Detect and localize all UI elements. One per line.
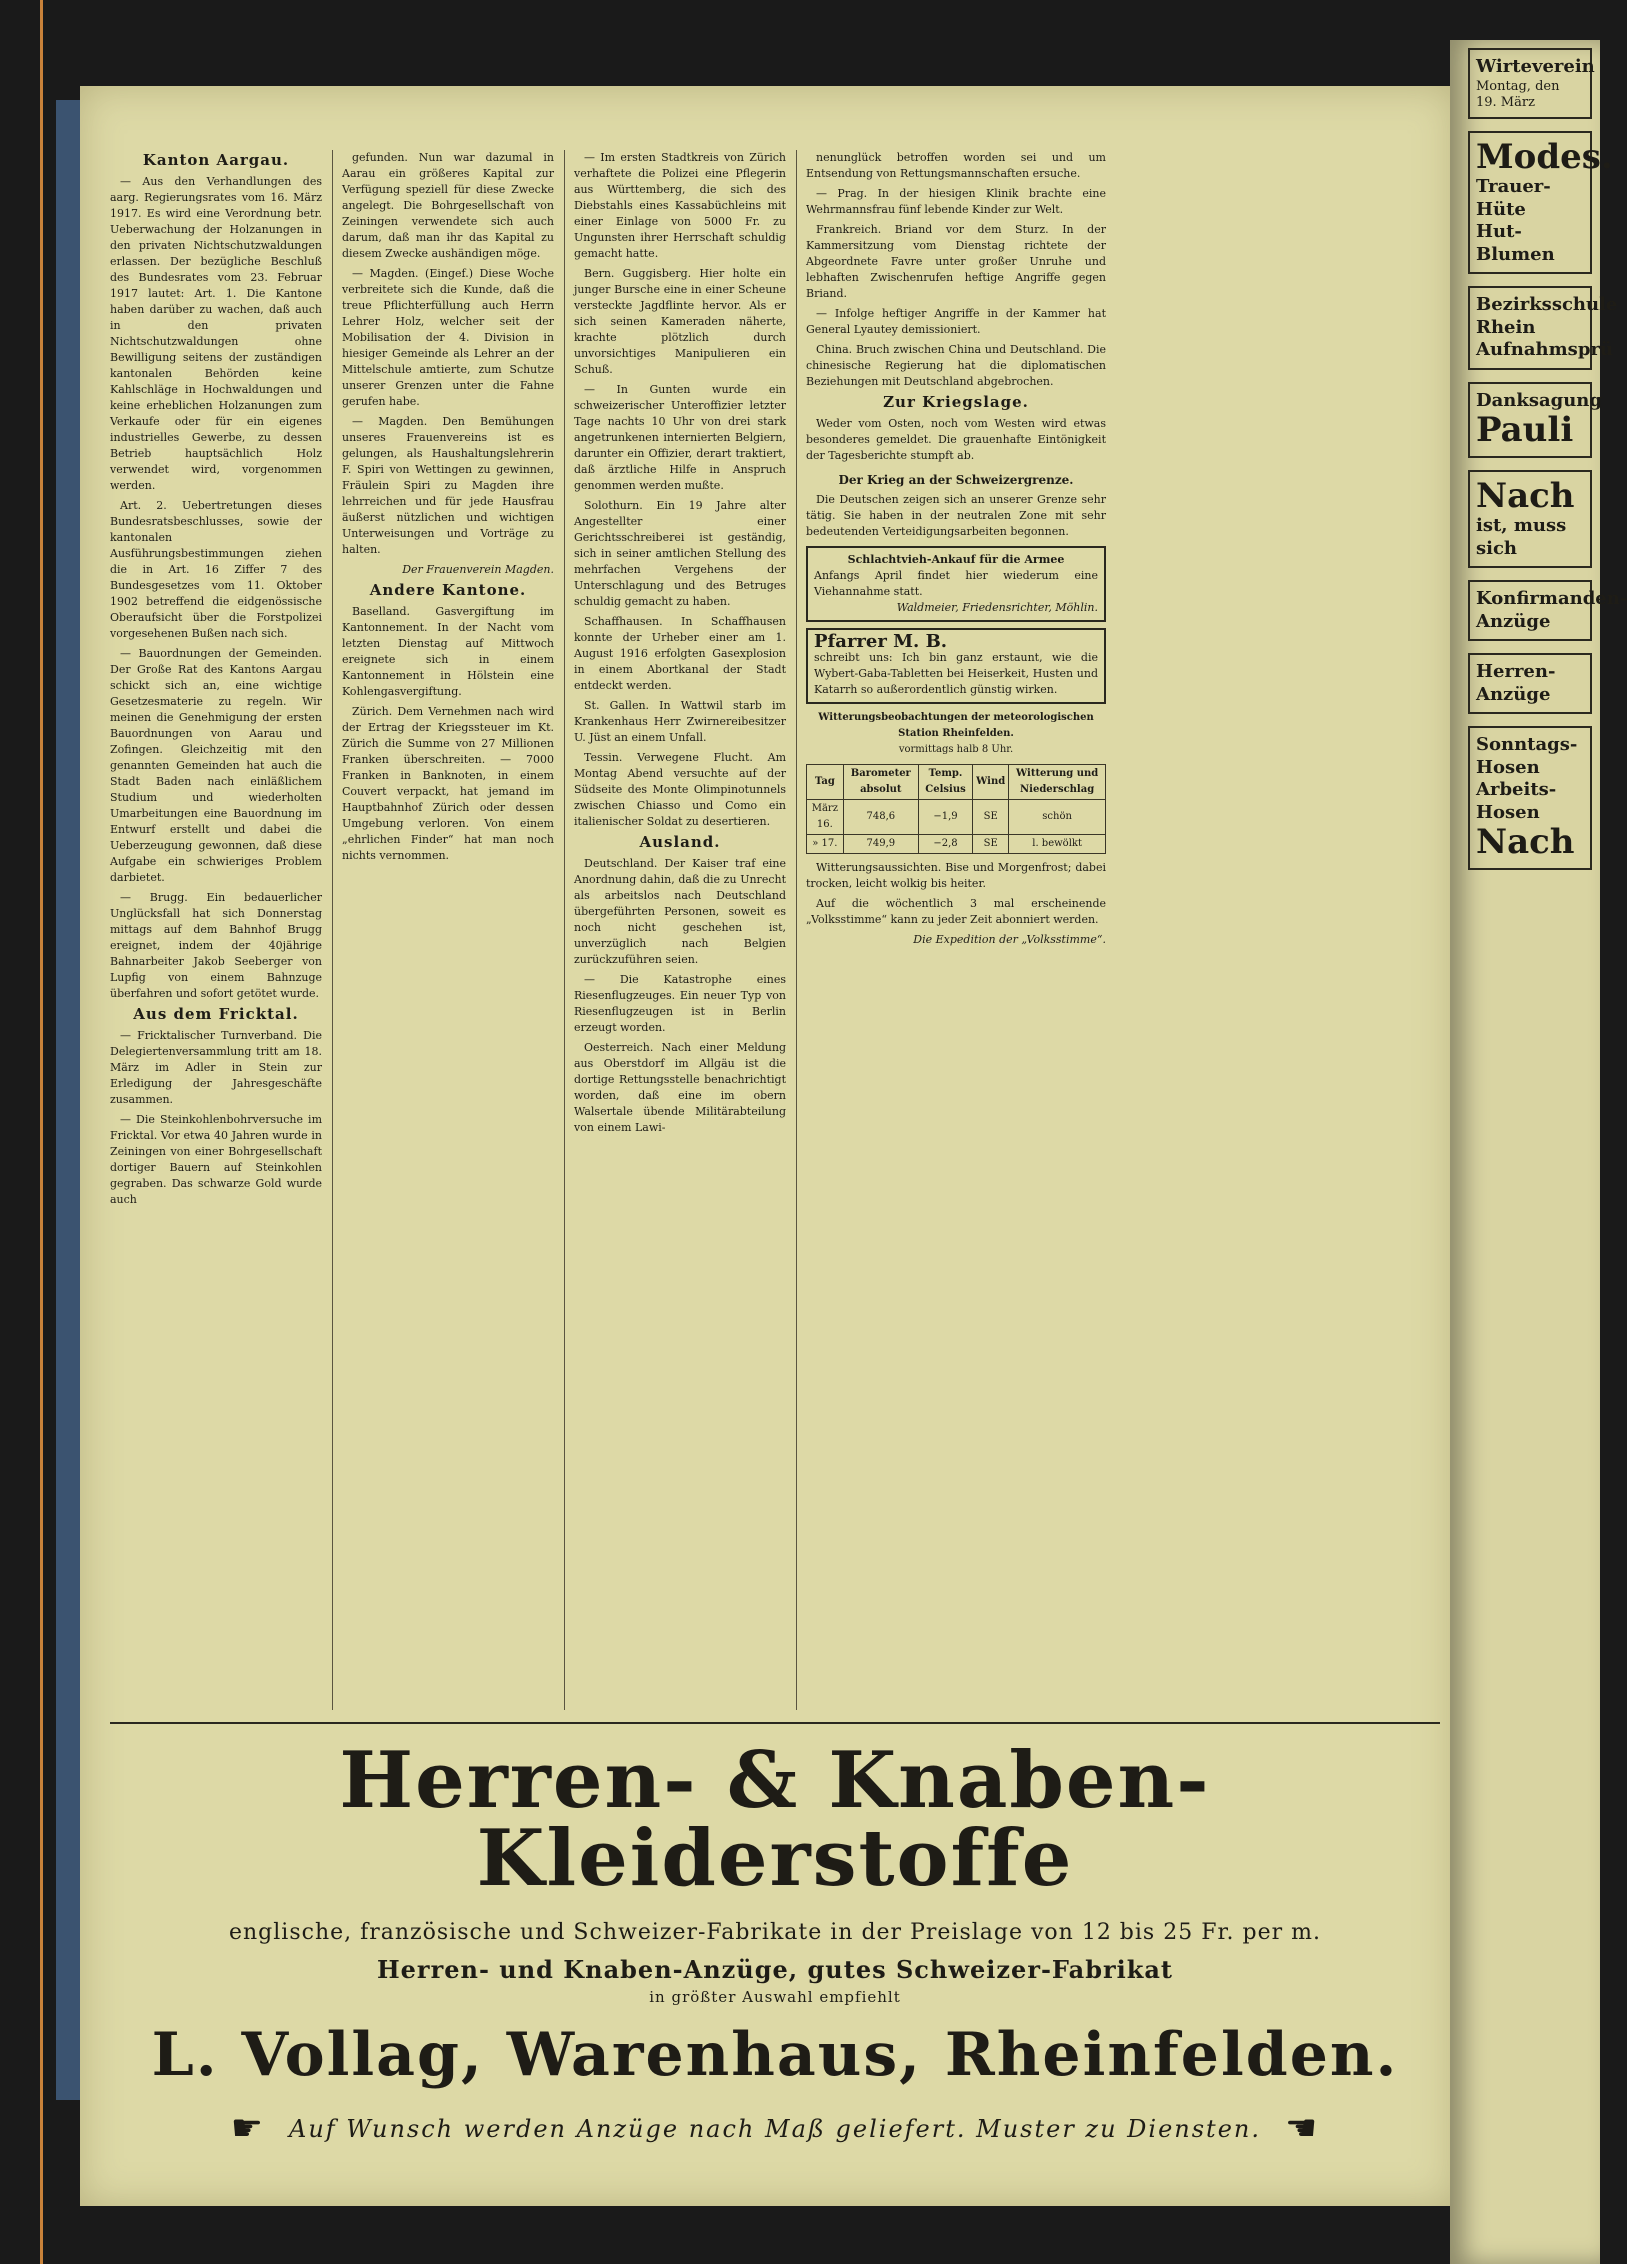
ad-konfirmanden xyxy=(1468,580,1627,641)
ad-footer xyxy=(110,2108,1440,2149)
heading-kanton-aargau: Kanton Aargau. xyxy=(142,151,290,169)
ad-bezirksschule xyxy=(1468,286,1618,370)
ad-text: Aufnahmsprü xyxy=(1476,339,1613,361)
article-text: — Aus den Verhandlungen des aarg. Regierungsrates vom 16. März 1917. Es wird eine Verordnung betr. Ueberwachung der Holzanungen in den privaten Nichtschutzwaldungen erlassen. Der bezügliche Beschluß des Bundesrates vom 23. Februar 1917 lautet: Art. 1. Die Kantone haben darüber zu wachen, daß auch in den privaten Nichtschutzwaldungen ohne Bewilligung seitens der zuständigen kantonalen Behörden keine Kahlschläge in Hochwaldungen und keine erheblichen Holzanungen zum Verkaufe oder für ein eigenes industrielles Gewerbe, zu dessen Betrieb hauptsächlich Holz verwendet wird, vorgenommen werden. xyxy=(110,175,322,492)
ad-danksagung xyxy=(1468,382,1602,458)
pointing-hand-left-icon: ☚ xyxy=(1284,2108,1320,2149)
table-header: Barometer absolut xyxy=(843,765,918,800)
article-text: — Die Steinkohlenbohrversuche im Fricktal. Vor etwa 40 Jahren wurde in Zeiningen von einer Bohrgesellschaft dortiger Bauern auf Steinkohlen gegraben. Das schwarze Gold wurde auch xyxy=(110,1113,322,1206)
table-cell: schön xyxy=(1009,800,1106,835)
ad-title: Konfirmanden-Anzüge xyxy=(1476,588,1627,632)
table-row xyxy=(807,835,1106,854)
article-text: — Die Katastrophe eines Riesenflugzeuges. Ein neuer Typ von Riesenflugzeugen ist in Berlin erzeugt worden. xyxy=(574,973,786,1034)
binding-thread xyxy=(40,0,43,2264)
article-text: Art. 2. Uebertretungen dieses Bundesratsbeschlusses, sowie der kantonalen Ausführungsbestimmungen ziehen die in Art. 16 Ziffer 7 des Bundesgesetzes vom 11. Oktober 1902 betreffend die eidgenössische Oberaufsicht über die Forstpolizei vorgesehenen Bußen nach sich. xyxy=(110,499,322,640)
ad-title: Nach xyxy=(1476,475,1575,516)
table-header: Temp. Celsius xyxy=(918,765,972,800)
ad-firm-name: L. Vollag, Warenhaus, Rheinfelden. xyxy=(151,2020,1399,2090)
weather-title: Witterungsbeobachtungen der meteorologischen Station Rheinfelden. xyxy=(818,712,1094,739)
ad-text: Nach xyxy=(1476,822,1575,863)
ad-text: Hut-Blumen xyxy=(1476,221,1555,265)
article-text: Bern. Guggisberg. Hier holte ein junger Bursche eine in einer Scheune versteckte Jagdflinte hervor. Als er sich seinen Kameraden näherte, krachte plötzlich durch unvorsichtiges Manipulieren ein Schuß. xyxy=(574,267,786,376)
article-text: China. Bruch zwischen China und Deutschland. Die chinesische Regierung hat die diplomatischen Beziehungen mit Deutschland abgebrochen. xyxy=(806,343,1106,388)
column-rule xyxy=(564,150,565,1710)
article-text: St. Gallen. In Wattwil starb im Krankenhaus Herr Zwirnereibesitzer U. Jüst an einem Unfall. xyxy=(574,699,786,744)
article-text: Weder vom Osten, noch vom Westen wird etwas besonderes gemeldet. Die grauenhafte Eintönigkeit der Tagesberichte stumpft ab. xyxy=(806,417,1106,462)
column-rule xyxy=(796,150,797,1710)
column-3 xyxy=(574,150,786,1710)
table-header: Tag xyxy=(807,765,844,800)
subscription-notice: Auf die wöchentlich 3 mal erscheinende „Volksstimme“ kann zu jeder Zeit abonniert werden. xyxy=(806,897,1106,926)
ad-hosen xyxy=(1468,726,1592,869)
article-text: — Magden. (Eingef.) Diese Woche verbreitete sich die Kunde, daß die treue Pflichterfüllung auch Herrn Lehrer Holz, welcher seit der Mobilisation der 4. Division in hiesiger Gemeinde als Lehrer an der Mittelschule amtierte, zum Schutze unserer Grenzen unter die Fahne gerufen habe. xyxy=(342,267,554,408)
advertisement-vollag xyxy=(110,1722,1440,2149)
article-text: Schaffhausen. In Schaffhausen konnte der Urheber einer am 1. August 1916 erfolgten Gasexplosion in einem Abortkanal der Stadt entdeckt werden. xyxy=(574,615,786,692)
ad-text: Trauer-Hüte xyxy=(1476,176,1551,220)
heading-kriegslage: Zur Kriegslage. xyxy=(883,393,1029,411)
weather-table xyxy=(806,764,1106,854)
heading-fricktal: Aus dem Fricktal. xyxy=(133,1005,299,1023)
table-cell: −2,8 xyxy=(918,835,972,854)
ad-footer-text: Auf Wunsch werden Anzüge nach Maß geliefert. Muster zu Diensten. xyxy=(289,2114,1261,2143)
weather-outlook: Witterungsaussichten. Bise und Morgenfrost; dabei trocken, leicht wolkig bis heiter. xyxy=(806,861,1106,890)
column-1 xyxy=(110,150,322,1710)
ad-modes xyxy=(1468,131,1613,274)
article-text: Solothurn. Ein 19 Jahre alter Angestellter einer Gerichtsschreiberei ist geständig, sich in seiner amtlichen Stellung des mehrfachen Vergehens der Unterschlagung und des Betruges schuldig gemacht zu haben. xyxy=(574,499,786,608)
column-rule xyxy=(332,150,333,1710)
table-cell: SE xyxy=(973,835,1009,854)
ad-text: Pauli xyxy=(1476,410,1574,451)
ad-title: Pfarrer M. B. xyxy=(814,631,948,652)
table-cell: l. bewölkt xyxy=(1009,835,1106,854)
ad-signature: Waldmeier, Friedensrichter, Möhlin. xyxy=(896,601,1098,614)
table-header: Witterung und Niederschlag xyxy=(1009,765,1106,800)
article-text: Frankreich. Briand vor dem Sturz. In der Kammersitzung vom Dienstag richtete der Abgeordnete Favre unter großer Unruhe und lebhaften Zwischenrufen heftige Angriffe gegen Briand. xyxy=(806,223,1106,300)
ad-title: Herren-Anzüge xyxy=(1476,661,1556,705)
ad-text: Sonntags-Hosen xyxy=(1476,734,1578,778)
article-text: — Bauordnungen der Gemeinden. Der Große Rat des Kantons Aargau schickt sich an, eine wichtige Gesetzesmaterie zu regeln. Wir meinen die Genehmigung der ersten Bauordnungen von Aarau und Zofingen. Gleichzeitig mit den genannten Gemeinden hat auch die Stadt Baden nach einläßlichem Studium und wiederholten Umarbeitungen eine Bauordnung im Entwurf erstellt und dabei die Ueberzeugung gewonnen, daß diese Aufgabe ein schwieriges Problem darbietet. xyxy=(110,647,322,884)
article-text: gefunden. Nun war dazumal in Aarau ein größeres Kapital zur Verfügung speziell für diese Zwecke angelegt. Die Bohrgesellschaft von Zeiningen verwendete sich auch darum, daß man ihr das Kapital zu diesem Zwecke aushändigen möge. xyxy=(342,151,554,260)
article-text: Die Deutschen zeigen sich an unserer Grenze sehr tätig. Sie haben in der neutralen Zone mit sehr bedeutenden Verteidigungsarbeiten begonnen. xyxy=(806,493,1106,538)
book-edge xyxy=(56,100,82,2100)
ad-text: Anfangs April findet hier wiederum eine Viehannahme statt. xyxy=(814,569,1098,598)
article-text: nenunglück betroffen worden sei und um Entsendung von Rettungsmannschaften ersuche. xyxy=(806,151,1106,180)
table-header-row xyxy=(807,765,1106,800)
article-columns xyxy=(110,150,1440,1710)
ad-title: Modes. xyxy=(1476,137,1613,177)
table-cell: » 17. xyxy=(807,835,844,854)
ad-title: Schlachtvieh-Ankauf für die Armee xyxy=(847,553,1065,566)
article-text: — Brugg. Ein bedauerlicher Unglücksfall hat sich Donnerstag mittags auf dem Bahnhof Brugg ereignet, indem der 40jährige Bahnarbeiter Jakob Seeberger von Lupfig von einem Bahnzuge überfahren und sofort getötet wurde. xyxy=(110,891,322,1000)
heading-ausland: Ausland. xyxy=(639,833,721,851)
column-4 xyxy=(806,150,1106,1710)
article-text: — In Gunten wurde ein schweizerischer Unteroffizier letzter Tage nachts 10 Uhr von drei stark angetrunkenen internierten Belgiern, darunter ein Offizier, derart traktiert, daß ärztliche Hilfe in Anspruch genommen werden mußte. xyxy=(574,383,786,492)
signature: Der Frauenverein Magden. xyxy=(402,563,554,576)
weather-subtitle: vormittags halb 8 Uhr. xyxy=(898,744,1014,755)
ad-herren-anzuege xyxy=(1468,653,1592,714)
ad-subline: englische, französische und Schweizer-Fabrikate in der Preislage von 12 bis 25 Fr. per m. xyxy=(228,1920,1322,1945)
table-cell: 748,6 xyxy=(843,800,918,835)
ad-wirteverein xyxy=(1468,48,1595,119)
article-text: — Magden. Den Bemühungen unseres Frauenvereins ist es gelungen, als Haushaltungslehrerin F. Spiri von Wettingen zu gewinnen, Fräulein Spiri zu Magden ihre lehrreichen und für jede Hausfrau äußerst nützlichen und wichtigen Unterweisungen und Vorträge zu halten. xyxy=(342,415,554,556)
table-cell: März 16. xyxy=(807,800,844,835)
ad-nach xyxy=(1468,470,1592,568)
ad-schlachtvieh xyxy=(806,546,1106,622)
ad-text: Montag, den 19. März xyxy=(1476,78,1560,110)
ad-wybert-gaba xyxy=(806,628,1106,704)
column-2 xyxy=(342,150,554,1710)
ad-subline-small: in größter Auswahl empfiehlt xyxy=(649,1988,901,2006)
ad-title: Wirteverein xyxy=(1476,56,1595,77)
table-cell: 749,9 xyxy=(843,835,918,854)
notice-signature: Die Expedition der „Volksstimme“. xyxy=(913,933,1106,946)
article-text: Deutschland. Der Kaiser traf eine Anordnung dahin, daß die zu Unrecht als arbeitslos nach Deutschland übergeführten Personen, soweit es noch nicht geschehen ist, unverzüglich nach Belgien zurückzuführen seien. xyxy=(574,857,786,966)
article-text: Baselland. Gasvergiftung im Kantonnement. In der Nacht vom letzten Dienstag auf Mittwoch ereignete sich in einem Kantonnement in Hölstein eine Kohlengasvergiftung. xyxy=(342,605,554,698)
ad-title: Danksagung xyxy=(1476,389,1602,411)
table-cell: −1,9 xyxy=(918,800,972,835)
subheading-schweizergrenze: Der Krieg an der Schweizergrenze. xyxy=(838,473,1074,487)
pointing-hand-right-icon: ☛ xyxy=(230,2108,265,2149)
heading-andere-kantone: Andere Kantone. xyxy=(369,581,527,599)
article-text: — Fricktalischer Turnverband. Die Delegiertenversammlung tritt am 18. März im Adler in Stein zur Erledigung der Jahresgeschäfte zusammen. xyxy=(110,1029,322,1106)
table-header: Wind xyxy=(973,765,1009,800)
ad-text: Arbeits-Hosen xyxy=(1476,779,1557,823)
table-row xyxy=(807,800,1106,835)
article-text: Oesterreich. Nach einer Meldung aus Oberstdorf im Allgäu ist die dortige Rettungsstelle benachrichtigt worden, daß eine im obern Walsertale übende Militärabteilung von einem Lawi- xyxy=(574,1041,786,1134)
article-text: — Prag. In der hiesigen Klinik brachte eine Wehrmannsfrau fünf lebende Kinder zur Welt. xyxy=(806,187,1106,216)
article-text: Tessin. Verwegene Flucht. Am Montag Abend versuchte auf der Südseite des Monte Olimpinotunnels zwischen Chiasso und Como ein italienischer Soldat zu desertieren. xyxy=(574,751,786,828)
ad-text: ist, muss sich xyxy=(1476,515,1567,559)
ad-subline-bold: Herren- und Knaben-Anzüge, gutes Schweizer-Fabrikat xyxy=(376,1955,1174,1984)
article-text: — Im ersten Stadtkreis von Zürich verhaftete die Polizei eine Pflegerin aus Württemberg, die sich des Diebstahls eines Kassabüchleins mit einer Einlage von 5000 Fr. zu Ungunsten ihrer Herrschaft schuldig gemacht hatte. xyxy=(574,151,786,260)
adjacent-page xyxy=(1450,40,1627,2264)
ad-title: Bezirksschule Rhein xyxy=(1476,294,1618,338)
table-cell: SE xyxy=(973,800,1009,835)
ad-headline: Herren- & Knaben-Kleiderstoffe xyxy=(339,1735,1211,1904)
ad-text: schreibt uns: Ich bin ganz erstaunt, wie die Wybert-Gaba-Tabletten bei Heiserkeit, Husten und Katarrh so außerordentlich günstig wirken. xyxy=(814,651,1098,696)
article-text: Zürich. Dem Vernehmen nach wird der Ertrag der Kriegssteuer im Kt. Zürich die Summe von 27 Millionen Franken überschreiten. — 7000 Franken in Banknoten, in einem Couvert verpackt, hat jemand im Hauptbahnhof Zürich oder dessen Umgebung verloren. Von einem „ehrlichen Finder“ hat man noch nichts vernommen. xyxy=(342,705,554,862)
article-text: — Infolge heftiger Angriffe in der Kammer hat General Lyautey demissioniert. xyxy=(806,307,1106,336)
